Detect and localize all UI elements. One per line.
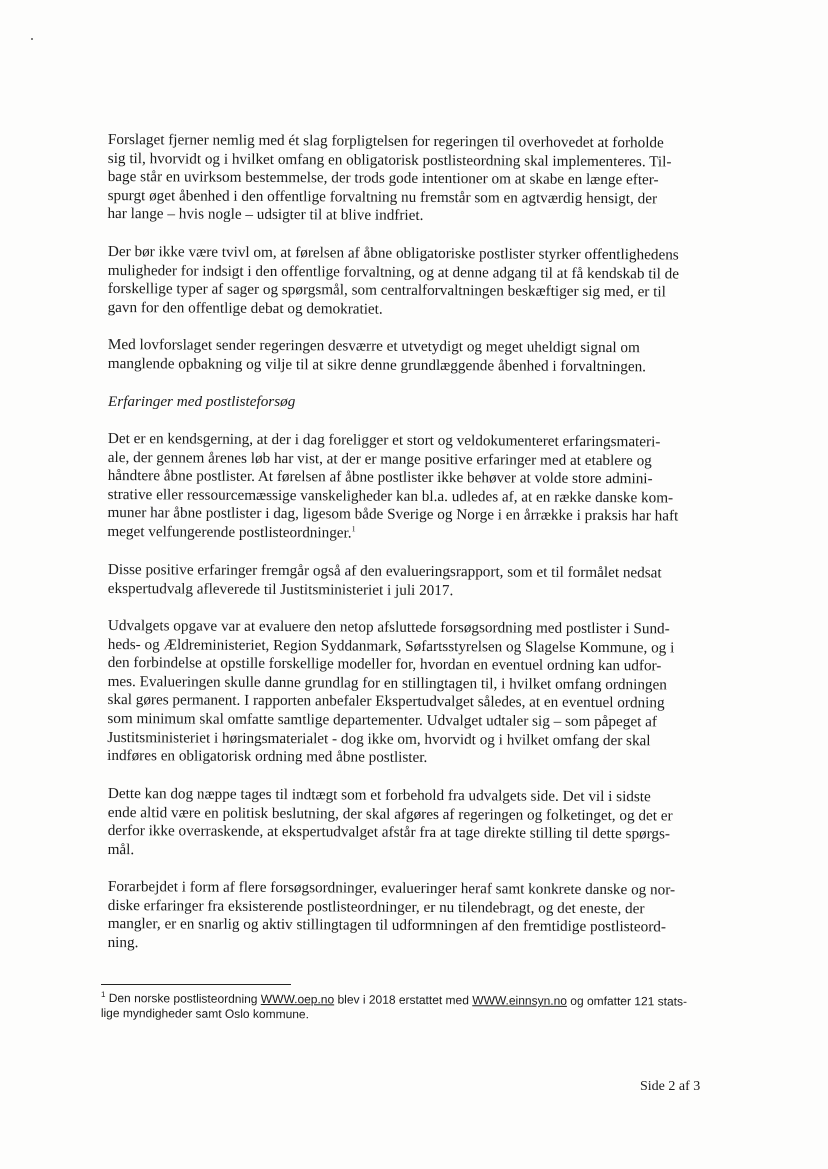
paragraph [107, 430, 702, 545]
text-line: ning. [107, 933, 139, 951]
text-line: Forarbejdet i form af flere forsøgsordninger, evalueringer heraf samt konkrete danske og nor- [107, 878, 676, 899]
text-line [107, 523, 701, 545]
text-line: heds- og Ældreministeriet, Region Syddanmark, Søfartsstyrelsen og Slagelse Kommune, og i [107, 635, 675, 656]
paragraph [107, 131, 702, 228]
paragraph [108, 785, 702, 863]
text-line: manglende opbakning og vilje til at sikre denne grundlæggende åbenhed i forvaltningen. [107, 354, 647, 376]
body-text [108, 131, 702, 971]
footnote-reference: 1 [351, 524, 356, 534]
text-line: diske erfaringer fra eksisterende postlisteordninger, er nu tilendebragt, og det eneste, der [107, 896, 645, 917]
text-line: spurgt øget åbenhed i den offentlige forvaltning nu fremstår som en agtværdig hensigt, der [107, 186, 658, 208]
scan-speck [31, 38, 33, 40]
text-line-content: meget velfungerende postlisteordninger. [107, 523, 352, 542]
text-line: mål. [107, 840, 135, 858]
text-line: muligheder for indsigt i den offentlige forvaltning, og at denne adgang til at få kendskab til de [107, 261, 680, 283]
text-line: Disse positive erfaringer fremgår også af den evalueringsrapport, som et til formålet nedsat [107, 560, 662, 582]
text-line: har lange – hvis nogle – udsigter til at blive indfriet. [107, 205, 424, 225]
text-line: som minimum skal omfatte samtlige departementer. Udvalget udtaler sig – som påpeget af [107, 709, 657, 731]
text-line: håndtere åbne postlister. At førelsen af åbne postlister ikke behøver at volde store admini- [107, 467, 653, 488]
text-line: gavn for den offentlige debat og demokratiet. [107, 298, 383, 318]
paragraph [108, 561, 702, 602]
text-line: indføres en obligatorisk ordning med åbne postlister. [107, 747, 428, 766]
text-line: Dette kan dog næppe tages til indtægt som et forbehold fra udvalgets side. Det vil i sidste [107, 784, 651, 805]
footnote [101, 991, 701, 1025]
text-line: bage står en uvirksom bestemmelse, der trods gode intentioner om at skabe en længe efter- [107, 168, 659, 189]
text-line: skal gøres permanent. I rapporten anbefaler Ekspertudvalget således, at en eventuel ordning [107, 691, 665, 712]
text-line: muner har åbne postlister i dag, ligesom både Sverige og Norge i en årrække i praksis har haft [107, 504, 679, 525]
text-line: strative eller ressourcemæssige vanskeligheder kan bl.a. udledes af, at en række danske kom- [107, 485, 674, 507]
footnote-link-einnsyn[interactable]: WWW.einnsyn.no [472, 993, 568, 1008]
paragraph [108, 243, 702, 321]
footnote-marker: 1 [100, 990, 106, 1000]
text-line: sig til, hvorvidt og i hvilket omfang en obligatorisk postlisteordning skal implementeres. Til- [107, 149, 672, 171]
text-line: Justitsministeriet i høringsmaterialet - dog ikke om, hvorvidt og i hvilket omfang der skal [107, 728, 651, 749]
paragraph [107, 617, 702, 769]
text-line: ale, der gennem årenes løb har vist, at der er mange positive erfaringer med at etablere og [107, 448, 652, 470]
text-line: mes. Evalueringen skulle danne grundlag for en stillingtagen til, i hvilket omfang ordningen [107, 672, 667, 694]
text-line: Forslaget fjerner nemlig med ét slag forpligtelsen for regeringen til overhovedet at forholde [107, 131, 664, 152]
section-subheading: Erfaringer med postlisteforsøg [108, 392, 296, 410]
text-line: mangler, er en snarlig og aktiv stillingtagen til udformningen af den fremtidige postlisteord- [107, 915, 667, 936]
footnote-separator [101, 984, 291, 985]
footnote-text: og omfatter 121 stats- [566, 993, 688, 1009]
text-line: Det er en kendsgerning, at der i dag foreligger et stort og veldokumenteret erfaringsmateri- [107, 430, 661, 451]
text-line: Der bør ikke være tvivl om, at førelsen af åbne obligatoriske postlister styrker offentlighedens [107, 242, 679, 264]
paragraph [108, 878, 702, 956]
footnote-text: Den norske postlisteordning [105, 991, 261, 1006]
text-line: derfor ikke overraskende, at ekspertudvalget afstår fra at tage direkte stilling til dette spørgs- [107, 821, 671, 843]
footnote-link-oep[interactable]: WWW.oep.no [260, 991, 335, 1007]
footnote-line: lige myndigheder samt Oslo kommune. [100, 1005, 309, 1022]
page-number: Side 2 af 3 [640, 1079, 701, 1094]
text-line: ende altid være en politisk beslutning, der skal afgøres af regeringen og folketinget, og det er [107, 803, 673, 824]
paragraph [108, 336, 702, 377]
footnote-text: blev i 2018 erstattet med [334, 992, 473, 1008]
text-line: Udvalgets opgave var at evaluere den netop afsluttede forsøgsordning med postlister i Sund- [107, 616, 670, 638]
text-line: ekspertudvalg afleverede til Justitsministeriet i juli 2017. [107, 579, 454, 599]
text-line: forskellige typer af sager og spørgsmål, som centralforvaltningen beskæftiger sig med, er til [107, 280, 666, 301]
text-line: den forbindelse at opstille forskellige modeller for, hvordan en eventuel ordning kan udfor- [107, 654, 662, 675]
text-line: Med lovforslaget sender regeringen desværre et utvetydigt og meget uheldigt signal om [107, 336, 640, 357]
